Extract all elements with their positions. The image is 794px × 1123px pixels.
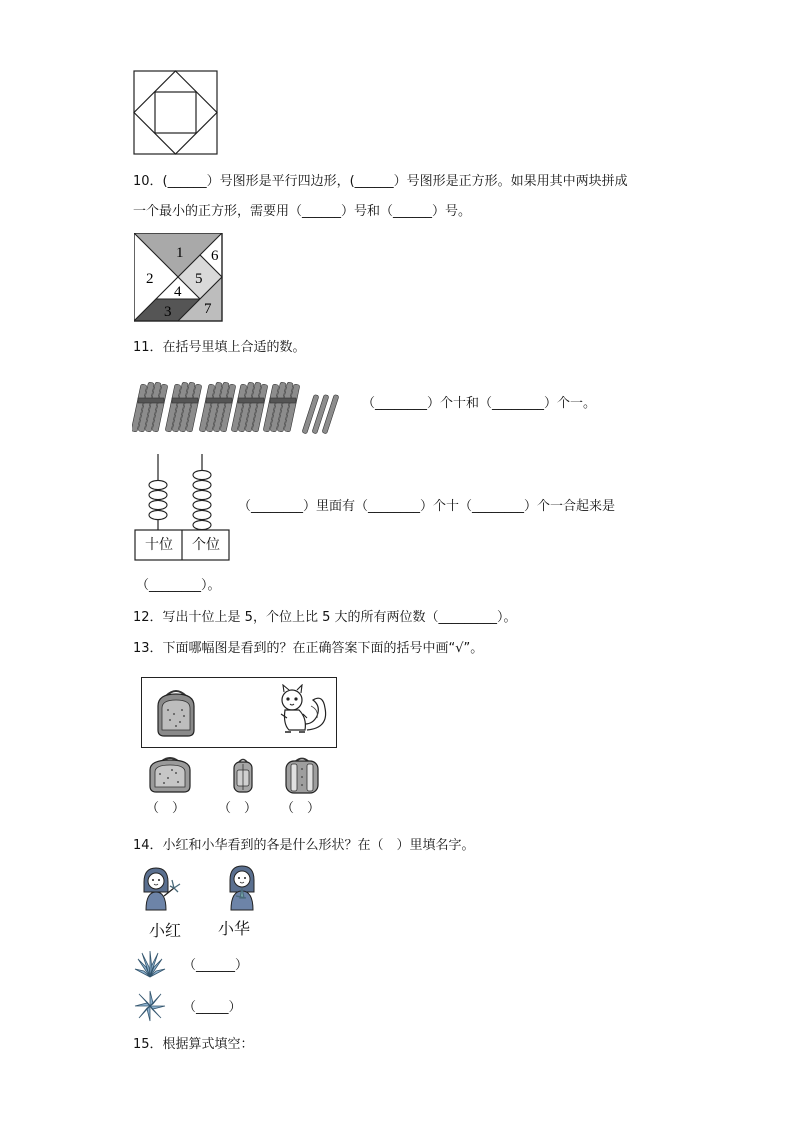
tangram-label-6: 6	[211, 248, 219, 264]
stick-bundles-figure	[132, 376, 350, 438]
fill-in-name-2[interactable]: （_____）	[183, 1000, 242, 1015]
xiaohua-girl-icon	[222, 862, 262, 912]
plant-top-view-icon	[134, 990, 166, 1022]
sticks-fill-in: （________）个十和（________）个一。	[362, 396, 597, 411]
tangram-figure	[134, 233, 224, 323]
plant-side-view-icon	[134, 949, 166, 979]
abacus-tens-label: 十位	[145, 537, 173, 553]
answer-bracket-2[interactable]: （ ）	[218, 801, 258, 816]
tangram-label-1: 1	[176, 245, 184, 261]
backpack-back-option-icon	[282, 755, 322, 795]
question-10-line-2: 一个最小的正方形，需要用（______）号和（______）号。	[133, 204, 472, 219]
tangram-label-3: 3	[164, 304, 172, 320]
fill-in-name-1[interactable]: （______）	[183, 958, 249, 973]
tangram-label-5: 5	[195, 271, 203, 287]
xiaohong-girl-icon	[136, 864, 184, 912]
question-11-title: 11．在括号里填上合适的数。	[133, 340, 306, 355]
backpack-front-option-icon	[146, 754, 194, 794]
name-xiaohong: 小红	[149, 921, 182, 940]
question-13: 13．下面哪幅图是看到的？在正确答案下面的括号中画“√”。	[133, 641, 484, 656]
answer-bracket-3[interactable]: （ ）	[281, 801, 321, 816]
nested-squares-figure	[133, 70, 219, 156]
backpack-in-scene-icon	[152, 686, 200, 738]
backpack-side-option-icon	[229, 756, 257, 794]
question-15: 15．根据算式填空：	[133, 1037, 254, 1052]
question-14: 14．小红和小华看到的各是什么形状？在（ ）里填名字。	[133, 838, 475, 853]
tangram-label-2: 2	[146, 271, 154, 287]
tangram-label-4: 4	[174, 284, 182, 300]
squirrel-icon	[275, 684, 331, 738]
question-12: 12．写出十位上是 5，个位上比 5 大的所有两位数（_________）。	[133, 610, 517, 625]
abacus-ones-label: 个位	[192, 537, 220, 553]
name-xiaohua: 小华	[218, 919, 251, 938]
answer-bracket-1[interactable]: （ ）	[146, 801, 186, 816]
tangram-label-7: 7	[204, 301, 212, 317]
abacus-fill-in: （________）里面有（________）个十（________）个一合起来是	[238, 499, 616, 514]
abacus-fill-in-tail: （________）。	[136, 578, 221, 593]
question-10-line-1: 10．(______）号图形是平行四边形，(______）号图形是正方形。如果用其中两块拼成	[133, 174, 628, 189]
